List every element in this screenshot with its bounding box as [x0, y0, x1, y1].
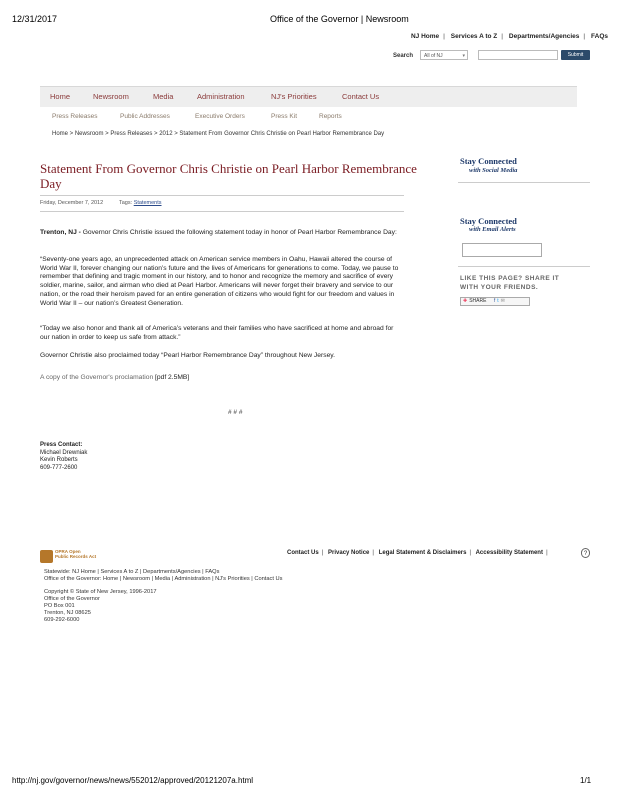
main-nav-contact[interactable]: Contact Us — [342, 92, 380, 101]
top-nav-nj-home[interactable]: NJ Home — [410, 33, 440, 40]
tags-label: Tags: — [119, 200, 133, 206]
sub-nav-reports[interactable]: Reports — [319, 113, 342, 120]
footer-accessibility-link[interactable]: Accessibility Statement — [475, 550, 543, 556]
social-subheading[interactable]: with Social Media — [469, 167, 518, 174]
sidebar-divider-2 — [458, 266, 590, 267]
print-title: Office of the Governor | Newsroom — [270, 14, 409, 24]
search-label: Search — [393, 53, 414, 59]
meta-divider — [40, 211, 404, 212]
opra-line-2: Public Records Act — [55, 554, 97, 559]
press-contact-name-2: Kevin Roberts — [40, 457, 78, 464]
page-title: Statement From Governor Chris Christie on Pearl Harbor Remembrance Day — [40, 161, 417, 191]
article-date: Friday, December 7, 2012 — [40, 200, 104, 206]
footer-legal-link[interactable]: Legal Statement & Disclaimers — [378, 550, 467, 556]
press-contact-label: Press Contact: — [40, 442, 83, 448]
search-input[interactable] — [478, 50, 558, 60]
title-divider — [40, 195, 404, 196]
search-scope-value: All of NJ — [424, 53, 443, 59]
opra-line-1: OPRA Open — [55, 549, 81, 554]
article-meta — [40, 200, 162, 206]
email-input[interactable] — [462, 243, 542, 257]
article-paragraph-3: Governor Christie also proclaimed today “Pearl Harbor Remembrance Day” throughout New Jersey. — [40, 352, 335, 359]
footer-address-line-2: PO Box 001 — [44, 603, 75, 609]
footer-address-line-4: 609-292-6000 — [44, 617, 80, 623]
opra-badge-icon — [40, 550, 53, 563]
top-nav: NJ Home | Services A to Z | Departments/Agencies | FAQs — [410, 33, 608, 40]
main-nav-media[interactable]: Media — [153, 92, 174, 101]
article-paragraph-2: “Today we also honor and thank all of America’s veterans and their families who have sacrificed at home and abroad for our nation in order to keep us safe from attack.” — [40, 325, 394, 341]
tag-link-statements[interactable]: Statements — [133, 200, 162, 206]
footer-copyright: Copyright © State of New Jersey, 1996-2017 — [44, 589, 157, 595]
press-contact-phone: 609-777-2600 — [40, 465, 78, 472]
search-submit-button[interactable]: Submit — [561, 50, 590, 60]
share-button-label: SHARE — [469, 298, 487, 304]
proclamation-line — [40, 374, 402, 383]
print-date: 12/31/2017 — [12, 14, 58, 24]
sub-nav-executive-orders[interactable]: Executive Orders — [195, 113, 245, 120]
main-nav-home[interactable]: Home — [50, 92, 71, 101]
main-nav-newsroom[interactable]: Newsroom — [93, 92, 129, 101]
share-button[interactable] — [460, 297, 530, 306]
email-subheading[interactable]: with Email Alerts — [469, 226, 516, 233]
footer-office-links[interactable]: Office of the Governor: Home | Newsroom | Media | Administration | NJ's Priorities | Contact Us — [44, 576, 283, 582]
main-nav-administration[interactable]: Administration — [197, 92, 245, 101]
footer-contact-link[interactable]: Contact Us — [287, 550, 319, 556]
sub-nav-press-kit[interactable]: Press Kit — [271, 113, 298, 120]
sub-nav-public-addresses[interactable]: Public Addresses — [120, 113, 170, 120]
top-nav-services[interactable]: Services A to Z — [450, 33, 498, 40]
opra-logo[interactable] — [40, 549, 97, 565]
facebook-icon: f — [493, 298, 496, 304]
print-page: 1/1 — [580, 776, 592, 785]
translate-icon[interactable]: ? — [581, 548, 590, 558]
share-line-2: WITH YOUR FRIENDS. — [460, 284, 539, 291]
footer-address-line-1: Office of the Governor — [44, 596, 100, 602]
footer-statewide[interactable]: Statewide: NJ Home | Services A to Z | Departments/Agencies | FAQs — [44, 569, 220, 575]
email-heading[interactable]: Stay Connected — [460, 216, 517, 226]
share-icon: ✚ — [463, 298, 468, 304]
social-heading[interactable]: Stay Connected — [460, 156, 517, 166]
main-nav-priorities[interactable]: NJ's Priorities — [271, 92, 317, 101]
top-nav-departments[interactable]: Departments/Agencies — [508, 33, 580, 40]
main-nav — [40, 86, 577, 107]
footer-address-line-3: Trenton, NJ 08625 — [44, 610, 91, 616]
article-intro — [40, 229, 402, 238]
end-mark: # # # — [228, 409, 243, 416]
sidebar-divider-1 — [458, 182, 590, 183]
share-prompt — [460, 274, 559, 292]
proclamation-size: [pdf 2.5MB] — [153, 374, 190, 381]
press-contact — [40, 442, 87, 473]
proclamation-link[interactable]: A copy of the Governor's proclamation — [40, 374, 154, 381]
print-url: http://nj.gov/governor/news/news/552012/approved/20121207a.html — [12, 776, 254, 785]
article-paragraph-1: “Seventy-one years ago, an unprecedented attack on American service members in Oahu, Hawaii altered the course of World War II, forever changing our nation’s future and the lives of Americans for generations to come. Today, we pause to remember that defining and tragic moment in our history, and to honor and recognize the memory and sacrifice of every soldier, marine, sailor, and airman who died at Pearl Harbor. Americans will never forget their bravery and service to our nation, or the road their heroism paved for an entire generation of citizens who would fight for our freedom and values in World War II – our nation’s Greatest Generation. — [40, 256, 399, 307]
footer-privacy-link[interactable]: Privacy Notice — [328, 550, 370, 556]
article-dateline: Trenton, NJ - — [40, 229, 81, 236]
chevron-down-icon: ▾ — [462, 53, 465, 59]
footer-links: Contact Us | Privacy Notice | Legal Statement & Disclaimers | Accessibility Statement | — [287, 550, 548, 556]
footer-address — [44, 596, 100, 624]
share-line-1: LIKE THIS PAGE? SHARE IT — [460, 275, 560, 282]
sub-nav-press-releases[interactable]: Press Releases — [52, 113, 98, 120]
press-contact-name-1: Michael Drewniak — [40, 449, 88, 456]
twitter-icon: t — [497, 298, 499, 304]
search-scope-select[interactable] — [420, 50, 468, 60]
email-icon: ✉ — [500, 298, 505, 304]
article-intro-text: Governor Chris Christie issued the following statement today in honor of Pearl Harbor Remembrance Day: — [80, 229, 397, 236]
top-nav-faqs[interactable]: FAQs — [591, 33, 608, 40]
breadcrumb[interactable]: Home > Newsroom > Press Releases > 2012 > Statement From Governor Chris Christie on Pearl Harbor Remembrance Day — [52, 131, 385, 137]
